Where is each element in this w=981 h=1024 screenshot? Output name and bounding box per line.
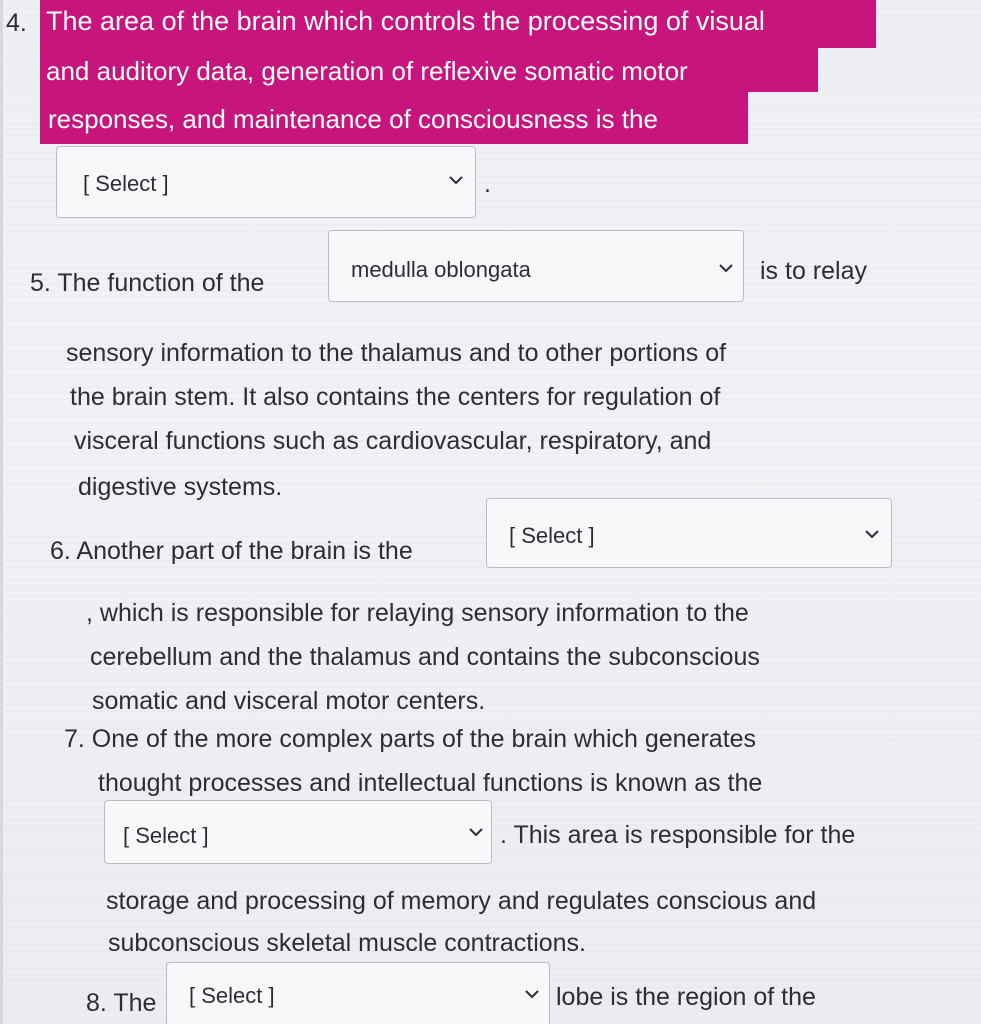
- q5-dropdown[interactable]: [328, 230, 744, 302]
- q6-dropdown-label: [ Select ]: [509, 523, 595, 548]
- q5-prompt-end: is to relay: [760, 257, 867, 285]
- q6-line-2: cerebellum and the thalamus and contains the subconscious: [90, 643, 760, 671]
- q8-dropdown[interactable]: [166, 962, 550, 1024]
- chevron-down-icon: [449, 175, 463, 185]
- q7-dropdown-label: [ Select ]: [123, 823, 209, 848]
- chevron-down-icon: [865, 529, 879, 539]
- q7-dropdown[interactable]: [104, 800, 492, 864]
- q6-line-3: somatic and visceral motor centers.: [92, 687, 486, 715]
- q5-line-2: the brain stem. It also contains the centers for regulation of: [70, 383, 721, 411]
- q7-line-4: subconscious skeletal muscle contractions.: [108, 929, 587, 957]
- chevron-down-icon: [719, 263, 733, 273]
- q7-line-1: 7. One of the more complex parts of the brain which generates: [64, 725, 757, 753]
- q4-line-3: responses, and maintenance of consciousness is the: [48, 104, 658, 134]
- chevron-down-icon: [469, 827, 483, 837]
- q8-prompt-end: lobe is the region of the: [556, 983, 816, 1011]
- q5-line-1: sensory information to the thalamus and to other portions of: [66, 339, 727, 367]
- q7-prompt-after-dropdown: . This area is responsible for the: [500, 821, 856, 849]
- q4-dropdown[interactable]: [56, 146, 476, 218]
- q5-line-3: visceral functions such as cardiovascular, respiratory, and: [74, 427, 712, 455]
- q5-prompt-start: 5. The function of the: [30, 269, 265, 297]
- q4-number: 4.: [6, 9, 27, 37]
- q5-dropdown-value: medulla oblongata: [351, 257, 531, 282]
- q7-line-3: storage and processing of memory and regulates conscious and: [106, 887, 817, 915]
- q4-line-1: The area of the brain which controls the processing of visual: [46, 6, 765, 36]
- q4-line-2: and auditory data, generation of reflexive somatic motor: [46, 56, 688, 86]
- q6-dropdown[interactable]: [486, 498, 892, 568]
- q8-dropdown-label: [ Select ]: [189, 983, 275, 1008]
- q5-line-4: digestive systems.: [78, 473, 283, 501]
- q6-prompt-start: 6. Another part of the brain is the: [50, 537, 413, 565]
- q8-prompt-start: 8. The: [86, 989, 157, 1017]
- q6-line-1: , which is responsible for relaying sensory information to the: [86, 599, 749, 627]
- q4-dropdown-label: [ Select ]: [83, 171, 169, 196]
- q4-period: .: [484, 170, 491, 198]
- q7-line-2: thought processes and intellectual functions is known as the: [98, 769, 763, 797]
- chevron-down-icon: [525, 989, 539, 999]
